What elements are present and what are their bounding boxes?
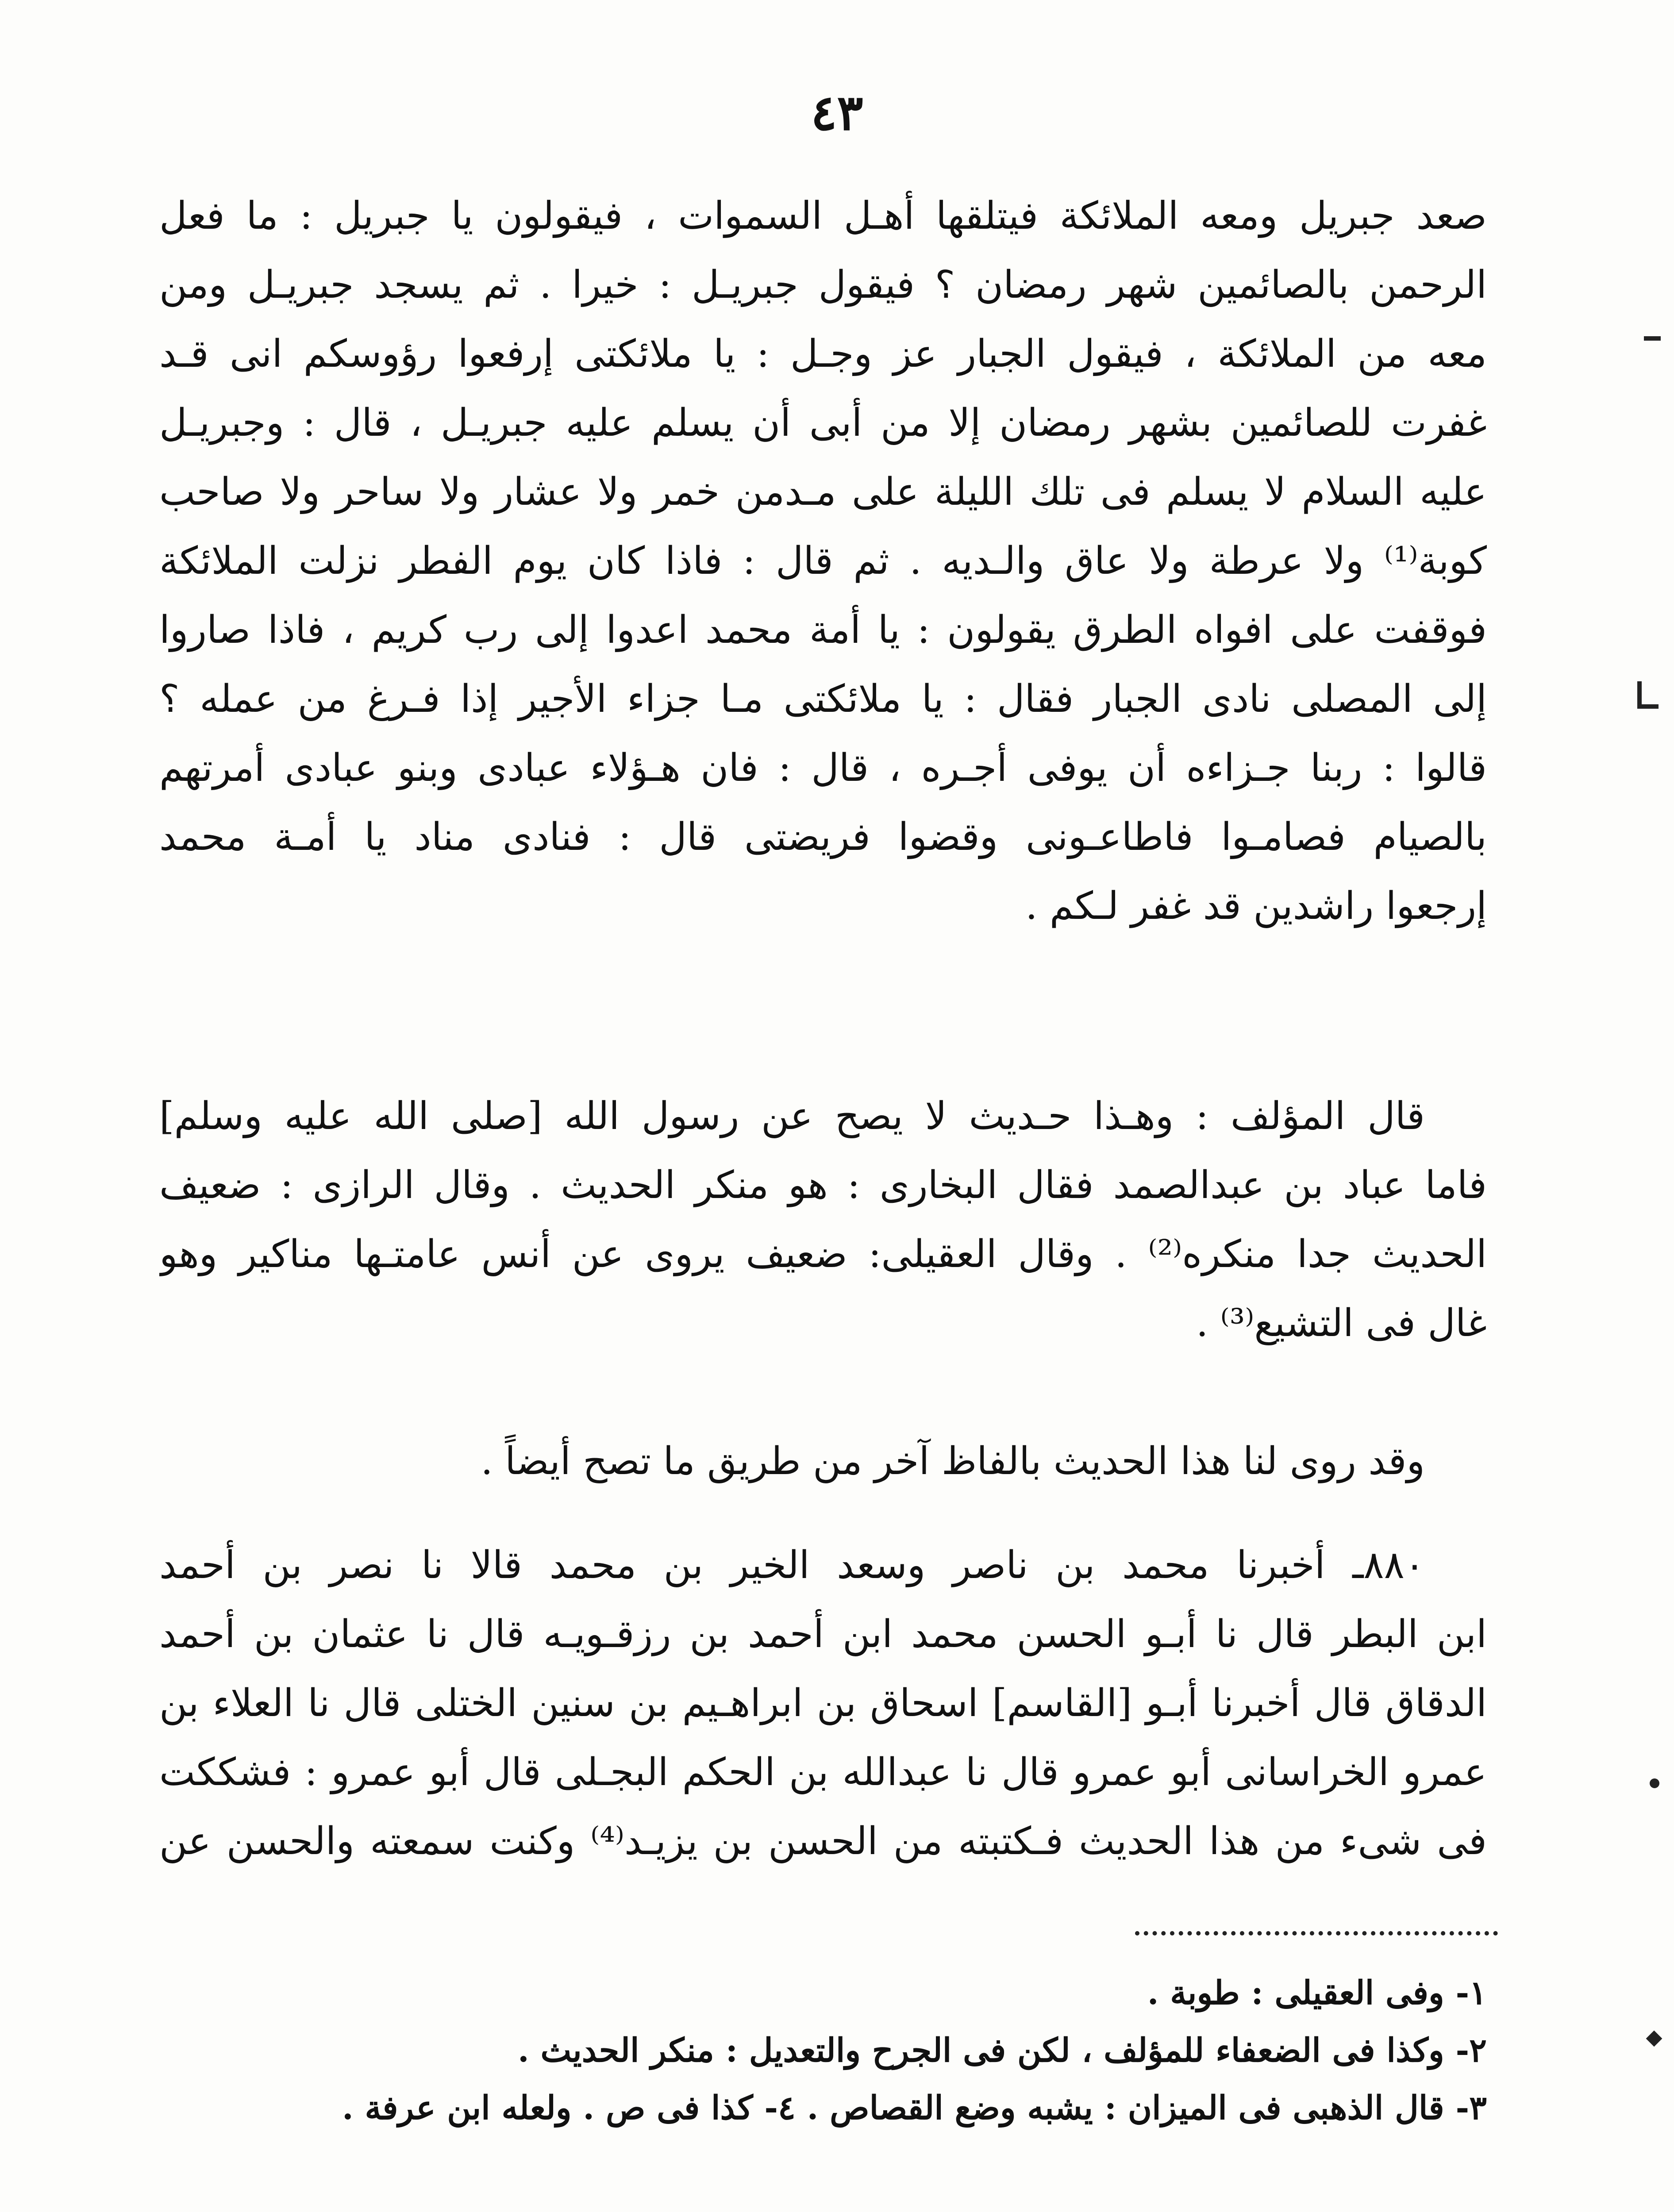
footnote: ٢- وكذا فى الضعفاء للمؤلف ، لكن فى الجرح والتعديل : منكر الحديث . bbox=[518, 2032, 1487, 2070]
text-line: إلى المصلى نادى الجبار فقال : يا ملائكتى مـا جزاء الأجير إذا فـرغ من عمله ؟ bbox=[159, 677, 1487, 721]
text-line: معه من الملائكة ، فيقول الجبار عز وجـل : يا ملائكتى إرفعوا رؤوسكم انى قـد bbox=[159, 332, 1487, 376]
footnote: ٣- قال الذهبى فى الميزان : يشبه وضع القصاص . ٤- كذا فى ص . ولعله ابن عرفة . bbox=[342, 2089, 1487, 2127]
text-line: صعد جبريل ومعه الملائكة فيتلقها أهـل السموات ، فيقولون يا جبريل : ما فعل bbox=[159, 194, 1487, 238]
text-line: بالصيام فصامـوا فاطاعـونى وقضوا فريضتى قال : فنادى مناد يا أمـة محمد bbox=[159, 815, 1487, 859]
margin-mark bbox=[1637, 704, 1659, 709]
page-number: ٤٣ bbox=[811, 84, 863, 141]
text-line: فاما عباد بن عبدالصمد فقال البخارى : هو منكر الحديث . وقال الرازى : ضعيف bbox=[159, 1163, 1487, 1207]
footnotes bbox=[159, 1964, 1487, 2137]
author-commentary bbox=[159, 1082, 1487, 1358]
hadith-text bbox=[159, 181, 1487, 941]
text-line: عمرو الخراسانى أبو عمرو قال نا عبدالله بن الحكم البجـلى قال أبو عمرو : فشككت bbox=[159, 1750, 1487, 1794]
text-line: إرجعوا راشدين قد غفر لـكم . bbox=[1025, 884, 1487, 928]
isnad-paragraph bbox=[159, 1531, 1487, 1876]
text-line: وقد روى لنا هذا الحديث بالفاظ آخر من طريق ما تصح أيضاً . bbox=[481, 1439, 1425, 1483]
text-line: ابن البطر قال نا أبـو الحسن محمد ابن أحمد بن رزقـويـه قال نا عثمان بن أحمد bbox=[159, 1612, 1487, 1656]
text-line: غال فى التشيع⁽³⁾ . bbox=[1196, 1301, 1487, 1345]
margin-dot bbox=[1650, 1778, 1659, 1788]
text-line: ٨٨٠ـ أخبرنا محمد بن ناصر وسعد الخير بن محمد قالا نا نصر بن أحمد bbox=[159, 1543, 1425, 1587]
also-narrated-paragraph bbox=[159, 1427, 1487, 1496]
text-line: الرحمن بالصائمين شهر رمضان ؟ فيقول جبريـل : خيرا . ثم يسجد جبريـل ومن bbox=[159, 263, 1487, 307]
text-line: غفرت للصائمين بشهر رمضان إلا من أبى أن يسلم عليه جبريـل ، قال : وجبريـل bbox=[159, 401, 1487, 445]
text-line: الدقاق قال أخبرنا أبـو [القاسم] اسحاق بن ابراهـيم بن سنين الختلى قال نا العلاء بن bbox=[159, 1681, 1487, 1725]
text-line: قال المؤلف : وهـذا حـديث لا يصح عن رسول الله [صلى الله عليه وسلم] bbox=[159, 1094, 1425, 1138]
margin-mark bbox=[1644, 336, 1661, 341]
text-line: الحديث جدا منكره⁽²⁾ . وقال العقيلى: ضعيف يروى عن أنس عامتـها مناكير وهو bbox=[159, 1232, 1487, 1276]
text-line: قالوا : ربنا جـزاءه أن يوفى أجـره ، قال : فان هـؤلاء عبادى وبنو عبادى أمرتهم bbox=[159, 746, 1487, 790]
footnote: ١- وفى العقيلى : طوبة . bbox=[1147, 1974, 1487, 2012]
margin-diamond bbox=[1646, 2031, 1662, 2047]
text-line: فوقفت على افواه الطرق يقولون : يا أمة محمد اعدوا إلى رب كريم ، فاذا صاروا bbox=[159, 608, 1487, 652]
footnote-separator bbox=[1135, 1931, 1498, 1936]
text-line: عليه السلام لا يسلم فى تلك الليلة على مـدمن خمر ولا عشار ولا ساحر ولا صاحب bbox=[159, 470, 1487, 514]
text-line: كوبة⁽¹⁾ ولا عرطة ولا عاق والـديه . ثم قال : فاذا كان يوم الفطر نزلت الملائكة bbox=[159, 539, 1487, 583]
margin-mark bbox=[1637, 681, 1642, 708]
text-line: فى شىء من هذا الحديث فـكتبته من الحسن بن يزيـد⁽⁴⁾ وكنت سمعته والحسن عن bbox=[159, 1819, 1487, 1863]
